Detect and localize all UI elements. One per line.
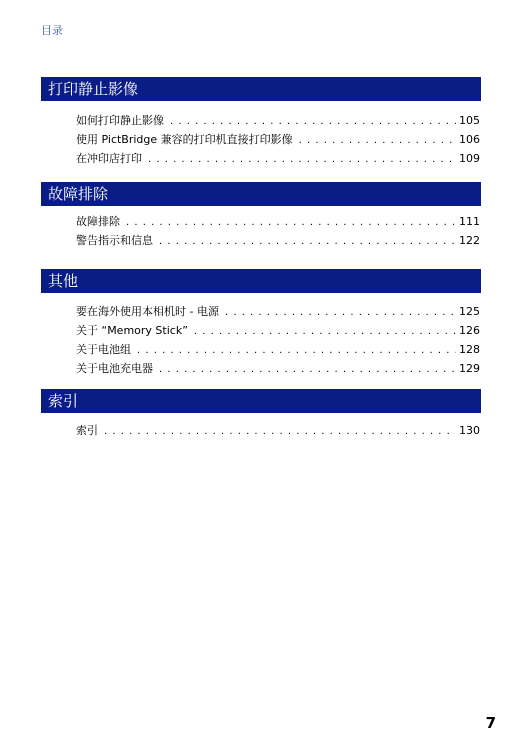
- toc-entry-page: 128: [459, 343, 480, 356]
- toc-entry[interactable]: [76, 212, 480, 231]
- dot-leader: [225, 303, 456, 322]
- section-entries-printing: [76, 111, 480, 168]
- section-header-printing: 打印静止影像: [41, 77, 481, 101]
- dot-leader: [137, 341, 456, 360]
- toc-entry-title: 关于电池组: [76, 343, 131, 356]
- section-entries-index: [76, 421, 480, 440]
- section-header-other: 其他: [41, 269, 481, 293]
- toc-entry[interactable]: [76, 231, 480, 250]
- toc-entry-page: 129: [459, 362, 480, 375]
- toc-entry-title: 警告指示和信息: [76, 234, 153, 247]
- toc-entry-title: 关于电池充电器: [76, 362, 153, 375]
- toc-entry-page: 106: [459, 133, 480, 146]
- toc-entry[interactable]: [76, 340, 480, 359]
- section-header-index: 索引: [41, 389, 481, 413]
- section-entries-other: [76, 302, 480, 378]
- dot-leader: [104, 422, 456, 441]
- toc-entry-title: 关于 “Memory Stick”: [76, 324, 188, 337]
- dot-leader: [126, 213, 456, 232]
- dot-leader: [159, 360, 456, 379]
- toc-entry-page: 109: [459, 152, 480, 165]
- toc-entry-title: 如何打印静止影像: [76, 114, 164, 127]
- toc-entry-title: 在冲印店打印: [76, 152, 142, 165]
- dot-leader: [159, 232, 456, 251]
- toc-entry-page: 126: [459, 324, 480, 337]
- section-header-troubleshooting: 故障排除: [41, 182, 481, 206]
- toc-entry-page: 111: [459, 215, 480, 228]
- toc-entry[interactable]: [76, 130, 480, 149]
- toc-entry-title: 故障排除: [76, 215, 120, 228]
- toc-entry-page: 130: [459, 424, 480, 437]
- toc-entry-page: 122: [459, 234, 480, 247]
- toc-entry[interactable]: [76, 149, 480, 168]
- page-number: 7: [485, 714, 496, 732]
- toc-entry-title: 使用 PictBridge 兼容的打印机直接打印影像: [76, 133, 293, 146]
- section-entries-troubleshooting: [76, 212, 480, 250]
- toc-entry[interactable]: [76, 321, 480, 340]
- dot-leader: [148, 150, 456, 169]
- dot-leader: [170, 112, 456, 131]
- toc-entry-page: 125: [459, 305, 480, 318]
- toc-entry[interactable]: [76, 421, 480, 440]
- toc-entry-page: 105: [459, 114, 480, 127]
- dot-leader: [299, 131, 456, 150]
- toc-entry-title: 索引: [76, 424, 98, 437]
- toc-entry[interactable]: [76, 111, 480, 130]
- dot-leader: [194, 322, 456, 341]
- toc-entry[interactable]: [76, 302, 480, 321]
- toc-entry-title: 要在海外使用本相机时 - 电源: [76, 305, 219, 318]
- breadcrumb-toc-link[interactable]: 目录: [41, 24, 63, 37]
- toc-entry[interactable]: [76, 359, 480, 378]
